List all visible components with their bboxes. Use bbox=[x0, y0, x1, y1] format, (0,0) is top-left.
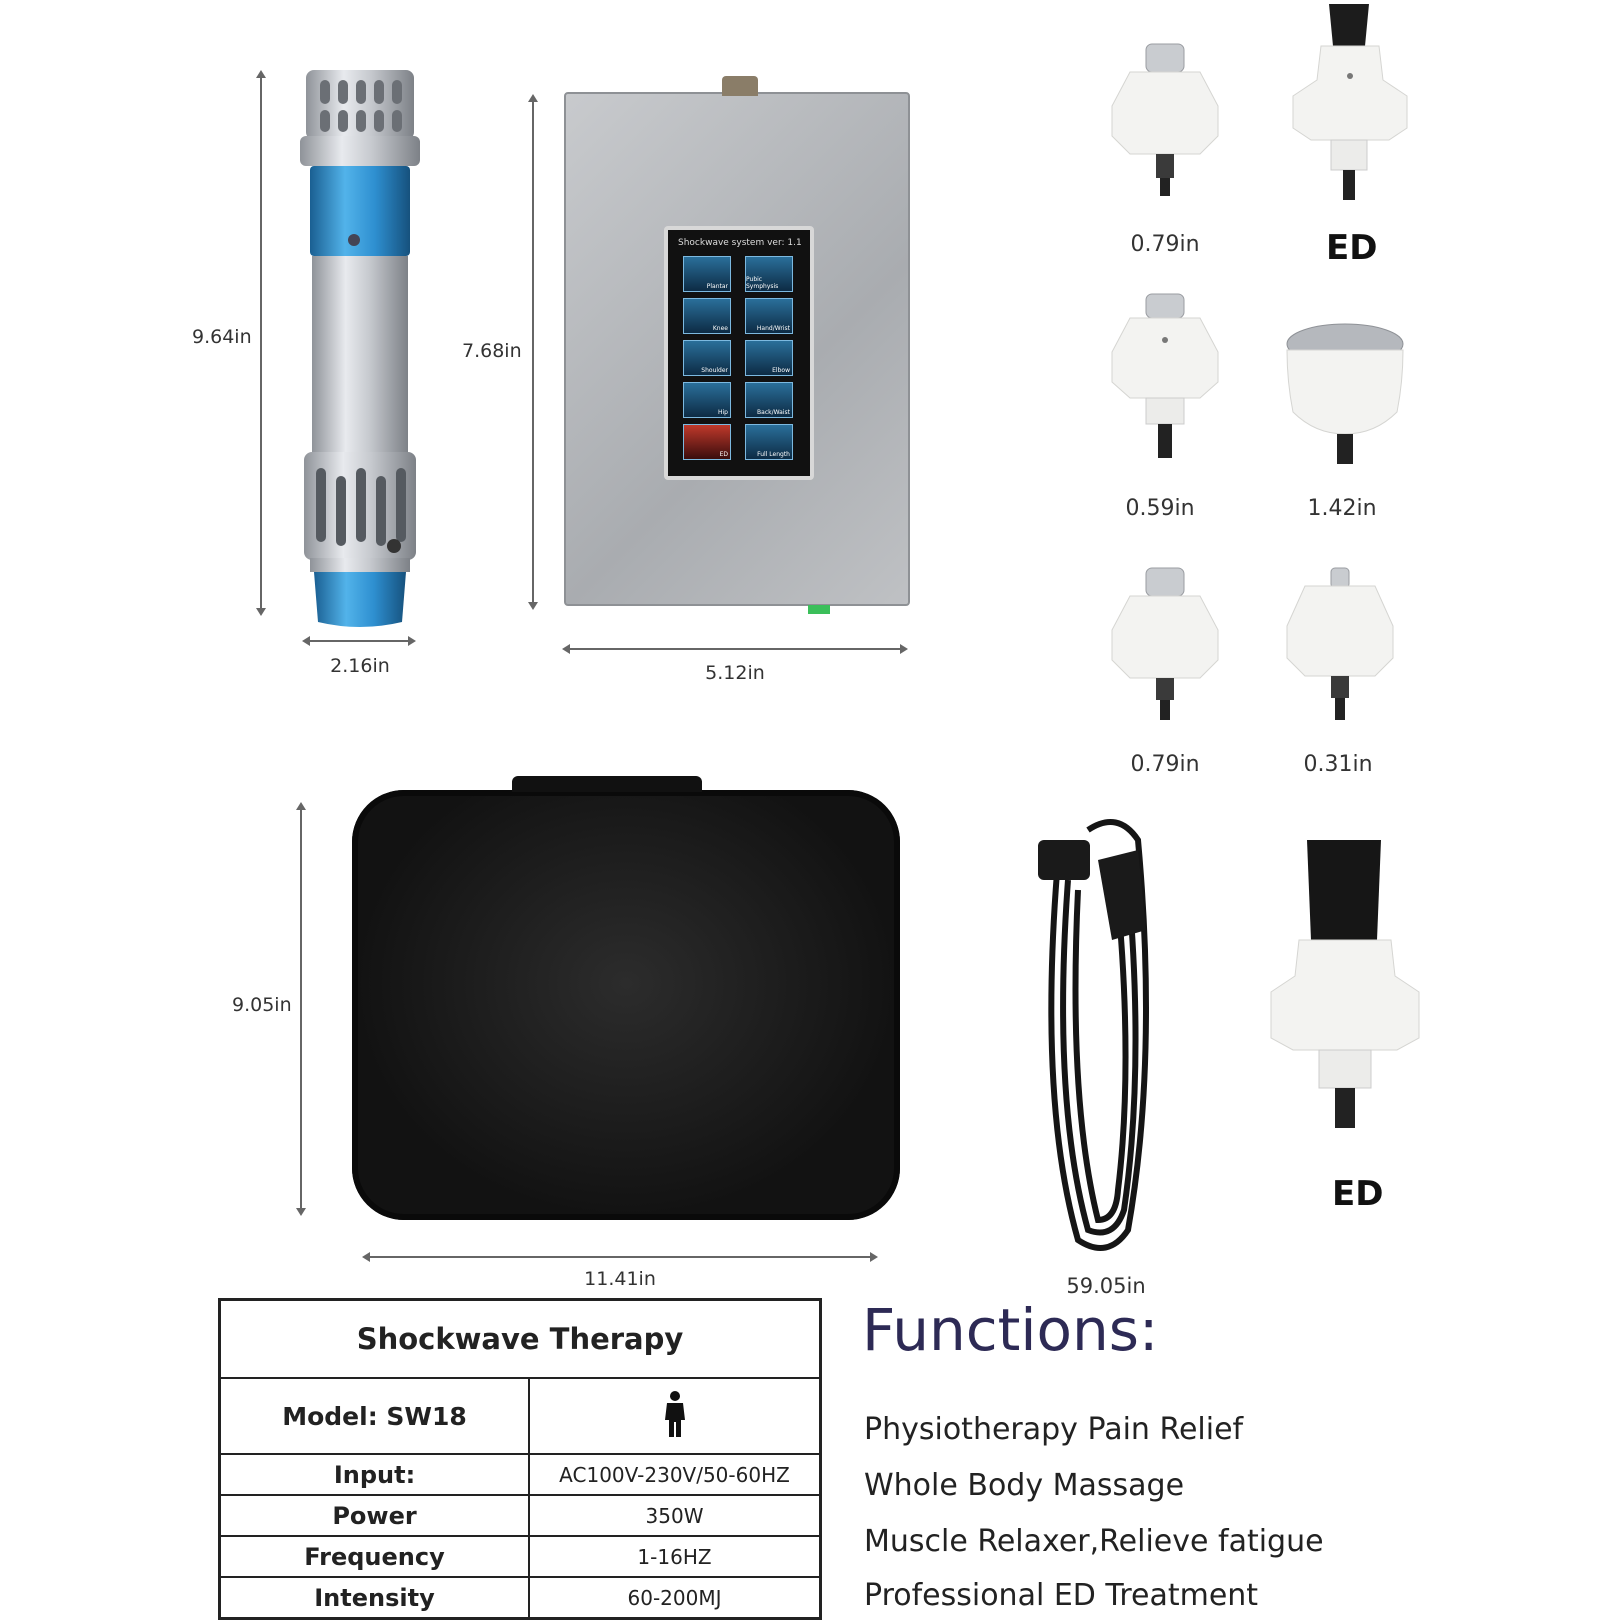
person-icon-cell bbox=[529, 1378, 821, 1454]
handpiece-height-dimension-line bbox=[260, 72, 262, 614]
spec-row bbox=[220, 1536, 821, 1577]
spec-row bbox=[220, 1495, 821, 1536]
functions-title: Functions: bbox=[862, 1296, 1159, 1364]
unit-width-dimension-line bbox=[564, 648, 906, 650]
case-width-dimension-line bbox=[364, 1256, 876, 1258]
unit-height-label: 7.68in bbox=[462, 340, 522, 362]
power-indicator bbox=[808, 605, 830, 614]
screen-tile[interactable] bbox=[683, 256, 731, 292]
screen-tile-label: ED bbox=[719, 451, 728, 458]
probe-label: 1.42in bbox=[1307, 496, 1377, 521]
handpiece-width-label: 2.16in bbox=[330, 655, 390, 677]
spec-row bbox=[220, 1454, 821, 1495]
screen-tile[interactable] bbox=[683, 382, 731, 418]
screen-tile-label: Shoulder bbox=[701, 367, 728, 374]
screen-tile[interactable] bbox=[683, 298, 731, 334]
function-item: Professional ED Treatment bbox=[864, 1578, 1259, 1613]
screen-tile[interactable] bbox=[745, 382, 793, 418]
spec-value: AC100V-230V/50-60HZ bbox=[529, 1454, 821, 1495]
spec-value: 1-16HZ bbox=[529, 1536, 821, 1577]
function-item: Muscle Relaxer,Relieve fatigue bbox=[864, 1524, 1324, 1559]
screen-tile-label: Knee bbox=[712, 325, 728, 332]
probe-head-6 bbox=[1275, 562, 1405, 732]
probe-head-3 bbox=[1100, 290, 1230, 470]
spec-key: Frequency bbox=[220, 1536, 530, 1577]
spec-key: Power bbox=[220, 1495, 530, 1536]
screen-tile-label: Hip bbox=[718, 409, 728, 416]
screen-tile[interactable] bbox=[683, 424, 731, 460]
probe-head-5 bbox=[1100, 562, 1230, 732]
spec-value: 60-200MJ bbox=[529, 1577, 821, 1619]
spec-key: Input: bbox=[220, 1454, 530, 1495]
probe-head-2 bbox=[1285, 0, 1415, 205]
cable-length-label: 59.05in bbox=[1066, 1274, 1146, 1298]
main-unit-body bbox=[564, 92, 910, 606]
probe-label-ed: ED bbox=[1326, 228, 1378, 268]
function-item: Physiotherapy Pain Relief bbox=[864, 1412, 1244, 1447]
screen-tile[interactable] bbox=[745, 340, 793, 376]
screen-tile-label: Plantar bbox=[706, 283, 728, 290]
handpiece-width-dimension-line bbox=[304, 640, 414, 642]
case-handle bbox=[512, 776, 702, 792]
screen-tile[interactable] bbox=[745, 256, 793, 292]
screen-tile[interactable] bbox=[745, 298, 793, 334]
unit-height-dimension-line bbox=[532, 96, 534, 608]
screen-tile-label: Full Length bbox=[757, 451, 790, 458]
probe-label: 0.79in bbox=[1130, 752, 1200, 777]
case-width-label: 11.41in bbox=[584, 1268, 656, 1290]
screen-tile[interactable] bbox=[683, 340, 731, 376]
screen-tile-label: Elbow bbox=[772, 367, 790, 374]
screen-tile-label: Back/Waist bbox=[757, 409, 790, 416]
screen-title: Shockwave system ver: 1.1 bbox=[678, 238, 802, 248]
power-cable bbox=[1028, 800, 1178, 1260]
handpiece-height-label: 9.64in bbox=[192, 326, 252, 348]
spec-row bbox=[220, 1577, 821, 1619]
spec-value: 350W bbox=[529, 1495, 821, 1536]
probe-label-ed: ED bbox=[1332, 1174, 1384, 1214]
person-icon bbox=[662, 1390, 688, 1438]
screen-tile-grid bbox=[668, 248, 810, 460]
probe-label: 0.79in bbox=[1130, 232, 1200, 257]
probe-head-1 bbox=[1100, 36, 1230, 206]
probe-head-7 bbox=[1265, 836, 1425, 1132]
connector-port bbox=[722, 76, 758, 96]
spec-model: Model: SW18 bbox=[220, 1378, 530, 1454]
screen-tile[interactable] bbox=[745, 424, 793, 460]
touch-screen[interactable] bbox=[664, 226, 814, 480]
case-height-label: 9.05in bbox=[232, 994, 292, 1016]
screen-tile-label: Pubic Symphysis bbox=[746, 276, 779, 290]
probe-label: 0.31in bbox=[1303, 752, 1373, 777]
shockwave-handpiece bbox=[290, 62, 430, 628]
case-height-dimension-line bbox=[300, 804, 302, 1214]
spec-table bbox=[218, 1298, 822, 1620]
unit-width-label: 5.12in bbox=[705, 662, 765, 684]
carrying-case bbox=[352, 790, 900, 1220]
screen-tile-label: Hand/Wrist bbox=[756, 325, 790, 332]
probe-head-4 bbox=[1275, 322, 1415, 472]
function-item: Whole Body Massage bbox=[864, 1468, 1185, 1503]
spec-table-title: Shockwave Therapy bbox=[220, 1300, 821, 1379]
spec-key: Intensity bbox=[220, 1577, 530, 1619]
probe-label: 0.59in bbox=[1125, 496, 1195, 521]
